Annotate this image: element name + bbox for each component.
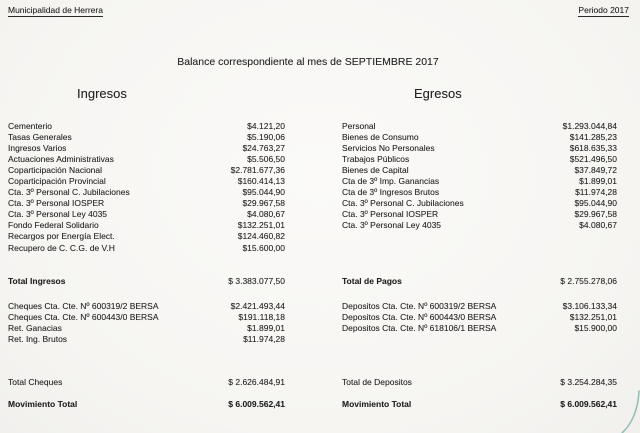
total-label: Total de Depositos xyxy=(342,377,412,387)
row-amount: $29.967,58 xyxy=(574,209,617,220)
row-amount: $1.293.044,84 xyxy=(562,121,617,131)
ledger-row xyxy=(8,301,285,312)
ledger-row xyxy=(342,121,617,132)
row-amount: $24.763,27 xyxy=(242,143,285,154)
ledger-row xyxy=(342,301,617,312)
total-amount: $ 2.626.484,91 xyxy=(228,377,285,387)
row-amount: $1.899,01 xyxy=(579,176,617,187)
ledger-row xyxy=(8,165,285,176)
movimiento-label: Movimiento Total xyxy=(342,399,412,409)
row-amount: $4.121,20 xyxy=(247,121,285,131)
row-amount: $4.080,67 xyxy=(247,209,285,220)
row-amount: $4.080,67 xyxy=(579,220,617,231)
movimiento-total-row-right xyxy=(342,399,617,410)
ledger-row xyxy=(8,209,285,220)
ledger-row xyxy=(8,143,285,154)
ledger-row xyxy=(8,176,285,187)
movimiento-label: Movimiento Total xyxy=(8,399,78,409)
row-label: Coparticipación Provincial xyxy=(8,176,106,187)
ledger-row xyxy=(8,220,285,231)
row-amount: $2.781.677,36 xyxy=(230,165,285,176)
row-amount: $15.900,00 xyxy=(574,323,617,334)
row-label: Cta. 3º Personal IOSPER xyxy=(8,198,105,209)
row-amount: $618.635,33 xyxy=(569,143,617,154)
total-depositos-row xyxy=(342,377,617,388)
row-label: Cta. 3º Personal Ley 4035 xyxy=(8,209,108,220)
period-label: Periodo 2017 xyxy=(578,5,629,15)
row-amount: $37.849,72 xyxy=(574,165,617,176)
ledger-row xyxy=(342,220,617,231)
depositos-items xyxy=(342,301,617,334)
row-amount: $191.118,18 xyxy=(238,312,285,323)
row-amount: $95.044,90 xyxy=(242,187,285,198)
row-label: Cta. 3º Personal C. Jubilaciones xyxy=(8,187,130,198)
total-pagos-row xyxy=(342,276,617,287)
ledger-row xyxy=(8,121,285,132)
ingresos-items xyxy=(8,121,285,254)
row-label: Bienes de Capital xyxy=(342,165,409,176)
pen-mark-artifact xyxy=(598,386,640,433)
cheques-items xyxy=(8,301,285,345)
entity-name: Municipalidad de Herrera xyxy=(8,5,103,15)
row-label: Cta de 3º Imp. Ganancias xyxy=(342,176,440,187)
ledger-row xyxy=(8,334,285,345)
row-amount: $1.899,01 xyxy=(247,323,285,334)
row-amount: $132.251,01 xyxy=(569,312,617,323)
ledger-row xyxy=(8,243,285,254)
row-label: Ret. Ganacias xyxy=(8,323,62,334)
total-label: Total Ingresos xyxy=(8,276,66,286)
row-label: Cta. 3º Personal Ley 4035 xyxy=(342,220,442,231)
ingresos-heading: Ingresos xyxy=(77,86,127,101)
ledger-row xyxy=(8,187,285,198)
row-amount: $15.600,00 xyxy=(242,242,285,253)
ledger-row xyxy=(8,323,285,334)
row-amount: $2.421.493,44 xyxy=(230,301,285,311)
ledger-row xyxy=(342,312,617,323)
row-amount: $11.974,28 xyxy=(575,187,617,198)
row-amount: $132.251,01 xyxy=(237,220,285,231)
ledger-row xyxy=(8,132,285,143)
ledger-row xyxy=(342,198,617,209)
row-label: Actuaciones Administrativas xyxy=(8,154,114,165)
total-amount: $ 2.755.278,06 xyxy=(560,276,617,286)
row-label: Ret. Ing. Brutos xyxy=(8,334,68,345)
row-amount: $521.496,50 xyxy=(569,154,617,165)
row-amount: $29.967,58 xyxy=(242,198,285,209)
ledger-row xyxy=(342,187,617,198)
total-amount: $ 3.383.077,50 xyxy=(228,276,285,286)
ledger-row xyxy=(8,154,285,165)
ledger-row xyxy=(342,176,617,187)
row-amount: $124.460,82 xyxy=(237,231,285,242)
row-amount: $5.506,50 xyxy=(247,154,285,165)
row-amount: $3.106.133,34 xyxy=(562,301,617,311)
movimiento-amount: $ 6.009.562,41 xyxy=(228,399,285,409)
row-label: Depositos Cta. Cte. Nº 600443/0 BERSA xyxy=(342,312,497,323)
row-label: Bienes de Consumo xyxy=(342,132,419,143)
row-label: Cta. 3º Personal IOSPER xyxy=(342,209,439,220)
row-amount: $11.974,28 xyxy=(243,334,285,345)
row-amount: $95.044,90 xyxy=(574,198,617,209)
row-label: Servicios No Personales xyxy=(342,143,435,154)
row-amount: $5.190,06 xyxy=(247,132,285,143)
movimiento-amount: $ 6.009.562,41 xyxy=(560,399,617,409)
ledger-row xyxy=(342,323,617,334)
row-label: Ingresos Varios xyxy=(8,143,67,154)
row-label: Recupero de C. C.G. de V.H xyxy=(8,242,115,253)
row-label: Cheques Cta. Cte. Nº 600443/0 BERSA xyxy=(8,312,159,323)
row-amount: $160.414,13 xyxy=(237,176,285,187)
total-label: Total de Pagos xyxy=(342,276,402,286)
row-amount: $141.285,23 xyxy=(569,132,617,143)
row-label: Fondo Federal Solidario xyxy=(8,220,99,231)
row-label: Personal xyxy=(342,121,376,131)
row-label: Cta de 3º Ingresos Brutos xyxy=(342,187,440,198)
row-label: Depositos Cta. Cte. Nº 600319/2 BERSA xyxy=(342,301,497,311)
row-label: Depositos Cta. Cte. Nº 618106/1 BERSA xyxy=(342,323,497,334)
total-amount: $ 3.254.284,35 xyxy=(560,377,617,387)
egresos-heading: Egresos xyxy=(414,86,462,101)
total-cheques-row xyxy=(8,377,285,388)
ledger-row xyxy=(342,143,617,154)
ledger-row xyxy=(8,198,285,209)
ledger-row xyxy=(8,231,285,242)
row-label: Cheques Cta. Cte. Nº 600319/2 BERSA xyxy=(8,301,159,311)
ledger-row xyxy=(342,209,617,220)
ledger-row xyxy=(342,132,617,143)
total-ingresos-row xyxy=(8,276,285,287)
ledger-row xyxy=(342,165,617,176)
row-label: Coparticipación Nacional xyxy=(8,165,103,176)
document-title: Balance correspondiente al mes de SEPTIEMBRE 2017 xyxy=(177,56,439,68)
row-label: Trabajos Públicos xyxy=(342,154,410,165)
egresos-items xyxy=(342,121,617,231)
movimiento-total-row-left xyxy=(8,399,285,410)
total-label: Total Cheques xyxy=(8,377,63,387)
row-label: Tasas Generales xyxy=(8,132,72,143)
ledger-row xyxy=(8,312,285,323)
row-label: Cementerio xyxy=(8,121,52,131)
ledger-row xyxy=(342,154,617,165)
row-label: Cta. 3º Personal C. Jubilaciones xyxy=(342,198,464,209)
row-label: Recargos por Energía Elect. xyxy=(8,231,115,242)
